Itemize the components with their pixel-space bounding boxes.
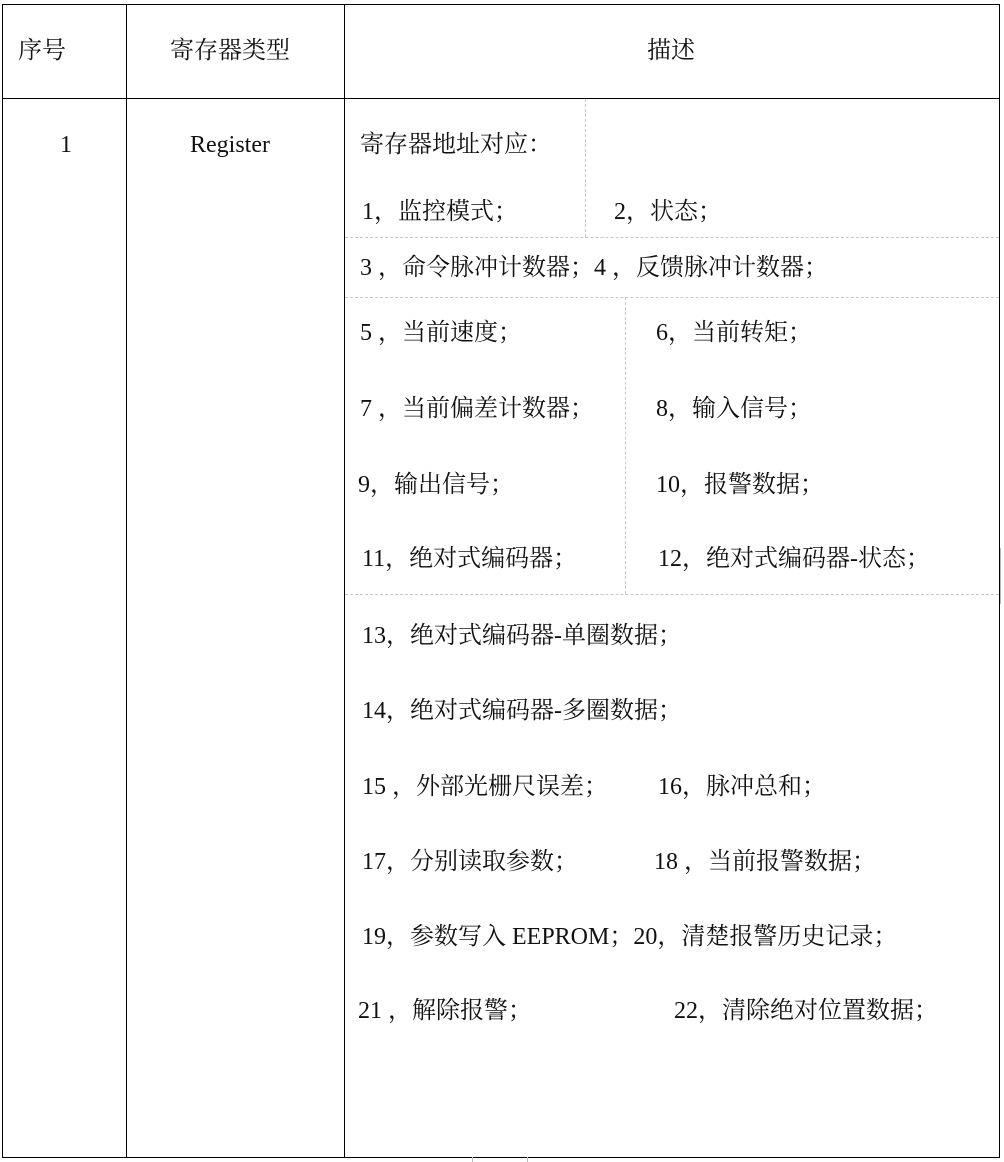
desc-divider-v2: [625, 297, 626, 594]
desc-divider-h3: [345, 594, 999, 595]
table-header-divider: [2, 98, 1000, 99]
bottom-mark-1: [472, 1157, 473, 1162]
row-index: 1: [60, 132, 72, 158]
desc-item-14: 14，绝对式编码器-多圈数据；: [362, 698, 682, 724]
desc-item-13: 13，绝对式编码器-单圈数据；: [362, 623, 682, 649]
desc-divider-h2: [345, 297, 999, 298]
row-register-type: Register: [190, 132, 270, 158]
desc-item-21: 21 ，解除报警；: [358, 998, 532, 1024]
desc-item-5: 5 ，当前速度；: [360, 320, 522, 346]
table-border-top: [2, 4, 1000, 5]
desc-item-6: 6，当前转矩；: [656, 320, 812, 346]
desc-item-1: 1，监控模式；: [362, 199, 518, 225]
bottom-mark-2: [527, 1157, 528, 1162]
desc-item-3-4: 3 ，命令脉冲计数器；4 ，反馈脉冲计数器；: [360, 255, 828, 281]
desc-item-19-20: 19，参数写入 EEPROM；20，清楚报警历史记录；: [362, 924, 898, 950]
table-border-col2: [344, 4, 345, 1158]
desc-item-11: 11，绝对式编码器；: [362, 546, 578, 572]
desc-item-22: 22，清除绝对位置数据；: [674, 998, 938, 1024]
desc-item-8: 8，输入信号；: [656, 396, 812, 422]
edge-mark: [1000, 548, 1001, 604]
desc-item-2: 2，状态；: [614, 199, 722, 225]
desc-item-12: 12，绝对式编码器-状态；: [658, 546, 930, 572]
desc-item-18: 18 ，当前报警数据；: [654, 849, 876, 875]
desc-divider-v1: [585, 99, 586, 237]
desc-title: 寄存器地址对应：: [360, 132, 552, 158]
header-index: 序号: [18, 38, 66, 64]
desc-item-10: 10，报警数据；: [656, 472, 824, 498]
table-border-col1: [126, 4, 127, 1158]
desc-item-16: 16，脉冲总和；: [658, 774, 826, 800]
desc-item-17: 17，分别读取参数；: [362, 849, 578, 875]
table-border-bottom: [2, 1157, 1000, 1158]
header-description: 描述: [647, 38, 695, 64]
desc-divider-h1: [345, 237, 999, 238]
desc-item-15: 15 ，外部光栅尺误差；: [362, 774, 608, 800]
header-register-type: 寄存器类型: [170, 38, 290, 64]
desc-item-7: 7 ，当前偏差计数器；: [360, 396, 594, 422]
desc-item-9: 9，输出信号；: [358, 472, 514, 498]
table-border-left: [2, 4, 3, 1158]
